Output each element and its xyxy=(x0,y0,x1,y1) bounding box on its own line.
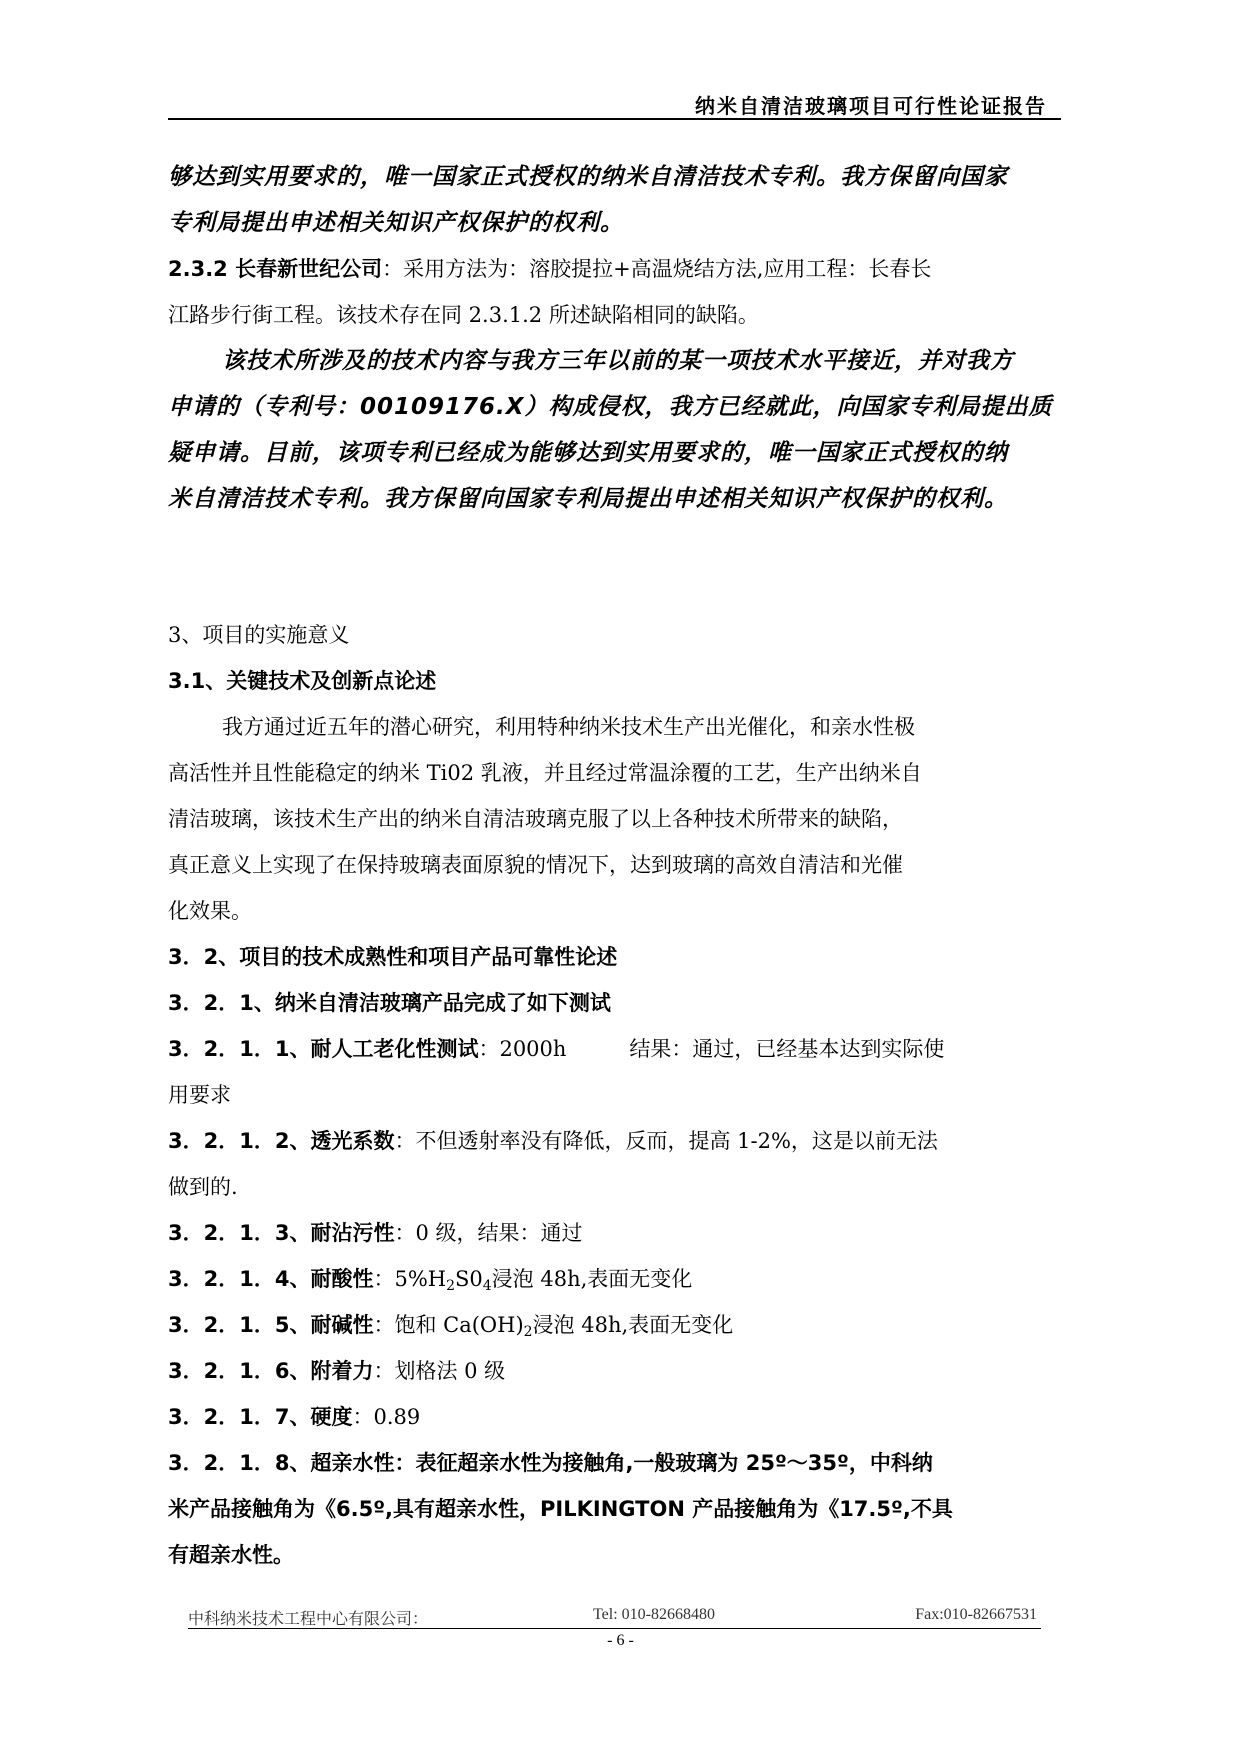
test-item-label: 3．2．1．4、耐酸性 xyxy=(168,1267,374,1291)
test-item-2 xyxy=(168,1118,1061,1164)
section-3-2-heading: 3．2、项目的技术成熟性和项目产品可靠性论述 xyxy=(168,945,618,969)
formula-text: ：5%H xyxy=(373,1267,447,1291)
test-item-5 xyxy=(168,1302,1061,1348)
section-2-3-2-line xyxy=(168,246,1061,292)
test-item-text xyxy=(373,1267,693,1294)
paragraph-line: 该技术所涉及的技术内容与我方三年以前的某一项技术水平接近，并对我方 xyxy=(222,348,1014,374)
test-item-8: 3．2．1．8、超亲水性：表征超亲水性为接触角,一般玻璃为 25º～35º，中科纳 xyxy=(168,1451,933,1475)
paragraph-line: 米产品接触角为《6.5º,具有超亲水性，PILKINGTON 产品接触角为《17.5º,不具 xyxy=(168,1497,953,1521)
page-body xyxy=(168,154,1061,1578)
test-item-1 xyxy=(168,1026,1061,1072)
test-item-4 xyxy=(168,1256,1061,1302)
footer-fax: Fax:010-82667531 xyxy=(915,1606,1037,1623)
page-footer xyxy=(188,1604,1041,1629)
test-item-label: 3．2．1．6、附着力 xyxy=(168,1359,374,1383)
test-item-label: 3．2．1．2、透光系数 xyxy=(168,1129,395,1153)
test-item-text: ：0.89 xyxy=(352,1405,421,1429)
formula-text: 浸泡 48h,表面无变化 xyxy=(491,1267,693,1291)
header-title: 纳米自清洁玻璃项目可行性论证报告 xyxy=(695,94,1047,118)
paragraph-line: 我方通过近五年的潜心研究，利用特种纳米技术生产出光催化，和亲水性极 xyxy=(222,715,915,739)
test-item-3 xyxy=(168,1210,1061,1256)
paragraph-line: 够达到实用要求的，唯一国家正式授权的纳米自清洁技术专利。我方保留向国家 xyxy=(168,164,1008,190)
formula-subscript: 2 xyxy=(446,1278,456,1294)
blank-space xyxy=(168,522,1061,612)
paragraph-line: 真正意义上实现了在保持玻璃表面原貌的情况下，达到玻璃的高效自清洁和光催 xyxy=(168,853,903,877)
section-2-3-2-text: ：采用方法为：溶胶提拉+高温烧结方法,应用工程：长春长 xyxy=(382,257,932,281)
footer-tel: Tel: 010-82668480 xyxy=(593,1606,715,1623)
test-item-label: 3．2．1．3、耐沾污性 xyxy=(168,1221,395,1245)
test-item-text xyxy=(373,1313,734,1340)
section-3-heading: 3、项目的实施意义 xyxy=(168,623,350,647)
formula-subscript: 2 xyxy=(523,1324,533,1340)
formula-text: ：饱和 Ca(OH) xyxy=(373,1313,524,1337)
test-item-text: ：不但透射率没有降低，反而，提高 1-2%，这是以前无法 xyxy=(394,1129,938,1153)
test-item-label: 3．2．1．5、耐碱性 xyxy=(168,1313,374,1337)
page-number: - 6 - xyxy=(607,1632,634,1649)
paragraph-line: 高活性并且性能稳定的纳米 Ti02 乳液，并且经过常温涂覆的工艺，生产出纳米自 xyxy=(168,761,922,785)
test-item-label: 3．2．1．1、耐人工老化性测试 xyxy=(168,1037,479,1061)
paragraph-line: 疑申请。目前，该项专利已经成为能够达到实用要求的，唯一国家正式授权的纳 xyxy=(168,440,1008,466)
formula-subscript: 4 xyxy=(482,1278,492,1294)
paragraph-line: 清洁玻璃，该技术生产出的纳米自清洁玻璃克服了以上各种技术所带来的缺陷， xyxy=(168,807,903,831)
test-item-label: 3．2．1．7、硬度 xyxy=(168,1405,353,1429)
section-3-1-heading: 3.1、关键技术及创新点论述 xyxy=(168,669,437,693)
formula-text: S0 xyxy=(455,1267,483,1291)
paragraph-line: 申请的（专利号：00109176.X）构成侵权，我方已经就此，向国家专利局提出质 xyxy=(168,394,1053,420)
section-3-2-1-heading: 3．2．1、纳米自清洁玻璃产品完成了如下测试 xyxy=(168,991,611,1015)
paragraph-line: 有超亲水性。 xyxy=(168,1543,294,1567)
test-item-text: ：2000h 结果：通过，已经基本达到实际使 xyxy=(478,1037,945,1061)
section-2-3-2-label: 2.3.2 长春新世纪公司 xyxy=(168,257,383,281)
formula-text: 浸泡 48h,表面无变化 xyxy=(532,1313,734,1337)
test-item-text: ：0 级，结果：通过 xyxy=(394,1221,583,1245)
paragraph-line: 江路步行街工程。该技术存在同 2.3.1.2 所述缺陷相同的缺陷。 xyxy=(168,303,759,327)
paragraph-line: 用要求 xyxy=(168,1083,231,1107)
paragraph-line: 做到的. xyxy=(168,1175,238,1199)
footer-company: 中科纳米技术工程中心有限公司： xyxy=(188,1611,429,1628)
paragraph-line: 化效果。 xyxy=(168,899,252,923)
paragraph-line: 米自清洁技术专利。我方保留向国家专利局提出申述相关知识产权保护的权利。 xyxy=(168,486,1008,512)
test-item-7 xyxy=(168,1394,1061,1440)
test-item-6 xyxy=(168,1348,1061,1394)
paragraph-line: 专利局提出申述相关知识产权保护的权利。 xyxy=(168,210,624,236)
test-item-text: ：划格法 0 级 xyxy=(373,1359,506,1383)
page-header xyxy=(168,88,1061,120)
